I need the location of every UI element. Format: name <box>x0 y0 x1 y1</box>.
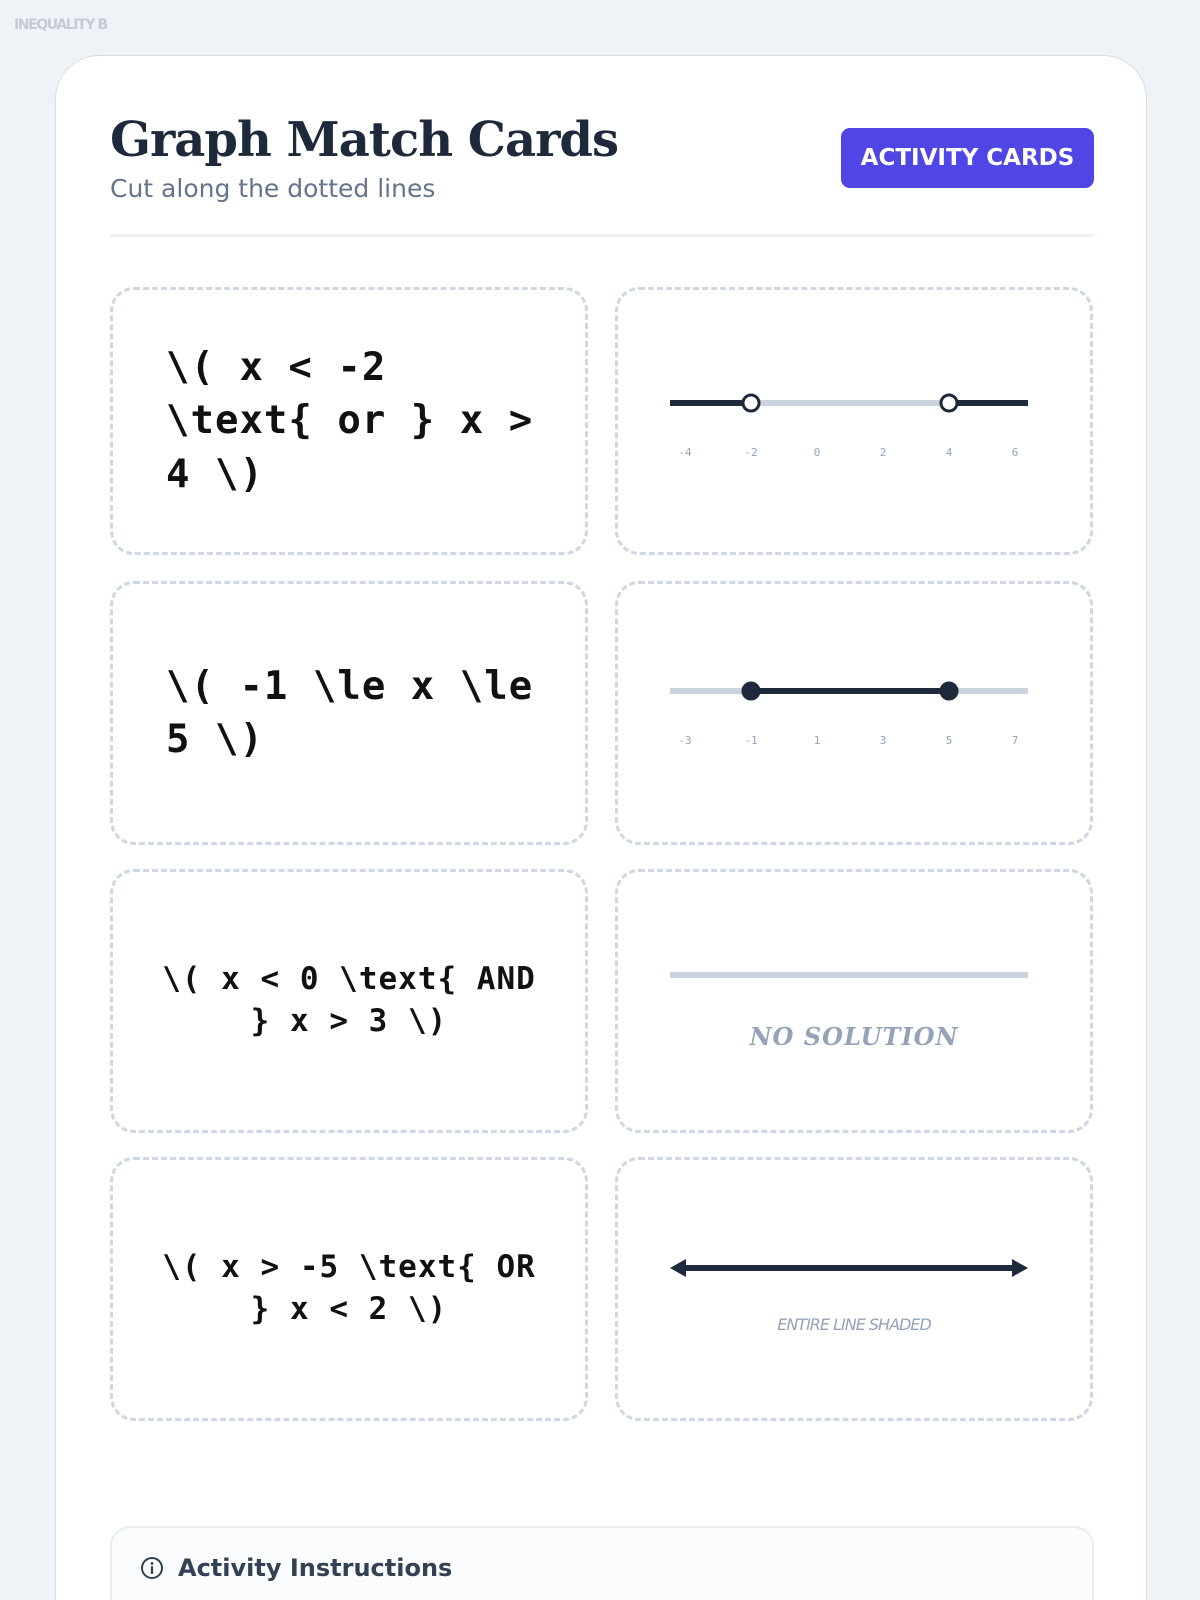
worksheet-sheet <box>55 55 1147 1600</box>
worksheet-tag: INEQUALITY B <box>14 17 107 33</box>
left-arrow-icon <box>670 1259 686 1277</box>
graph-card-1[interactable] <box>615 287 1093 555</box>
graph-card-3[interactable] <box>615 869 1093 1133</box>
expression-card-3[interactable] <box>110 869 588 1133</box>
expression-card-2[interactable] <box>110 581 588 845</box>
number-line-graph <box>618 584 1090 842</box>
number-line-graph <box>618 1160 1090 1418</box>
tick-label: -2 <box>744 446 758 459</box>
tick-label: 5 <box>945 734 953 747</box>
right-arrow-icon <box>1012 1259 1028 1277</box>
graph-card-2[interactable] <box>615 581 1093 845</box>
page-subtitle: Cut along the dotted lines <box>110 174 436 203</box>
activity-instructions-panel <box>110 1526 1094 1600</box>
open-endpoint-2 <box>941 395 957 411</box>
closed-endpoint-1 <box>743 683 759 699</box>
tick-label: 3 <box>879 734 887 747</box>
info-icon <box>140 1556 164 1580</box>
tick-label: 6 <box>1011 446 1019 459</box>
tick-label: 0 <box>813 446 821 459</box>
tick-label: -1 <box>744 734 758 747</box>
graph-card-4[interactable] <box>615 1157 1093 1421</box>
instructions-title: Activity Instructions <box>178 1554 453 1582</box>
number-line-graph <box>618 290 1090 552</box>
expression-card-4[interactable] <box>110 1157 588 1421</box>
tick-label: 4 <box>945 446 953 459</box>
open-endpoint-1 <box>743 395 759 411</box>
expression-text: \( -1 \le x \le 5 \) <box>166 663 534 762</box>
tick-label: -4 <box>678 446 692 459</box>
page-title: Graph Match Cards <box>110 112 618 168</box>
expression-card-1[interactable] <box>110 287 588 555</box>
tick-label: -3 <box>678 734 692 747</box>
expression-text: \( x > -5 \text{ OR } x < 2 \) <box>162 1249 536 1327</box>
worksheet-header <box>110 112 1094 237</box>
tick-label: 1 <box>813 734 821 747</box>
tick-label: 7 <box>1011 734 1019 747</box>
entire-line-label: ENTIRE LINE SHADED <box>777 1315 931 1334</box>
closed-endpoint-2 <box>941 683 957 699</box>
tick-label: 2 <box>879 446 887 459</box>
activity-cards-badge[interactable]: ACTIVITY CARDS <box>841 128 1094 188</box>
expression-text: \( x < -2 \text{ or } x > 4 \) <box>166 345 534 497</box>
no-solution-label: NO SOLUTION <box>749 1022 959 1051</box>
number-line-graph <box>618 872 1090 1130</box>
instructions-heading <box>140 1554 452 1582</box>
expression-text: \( x < 0 \text{ AND } x > 3 \) <box>162 961 536 1039</box>
